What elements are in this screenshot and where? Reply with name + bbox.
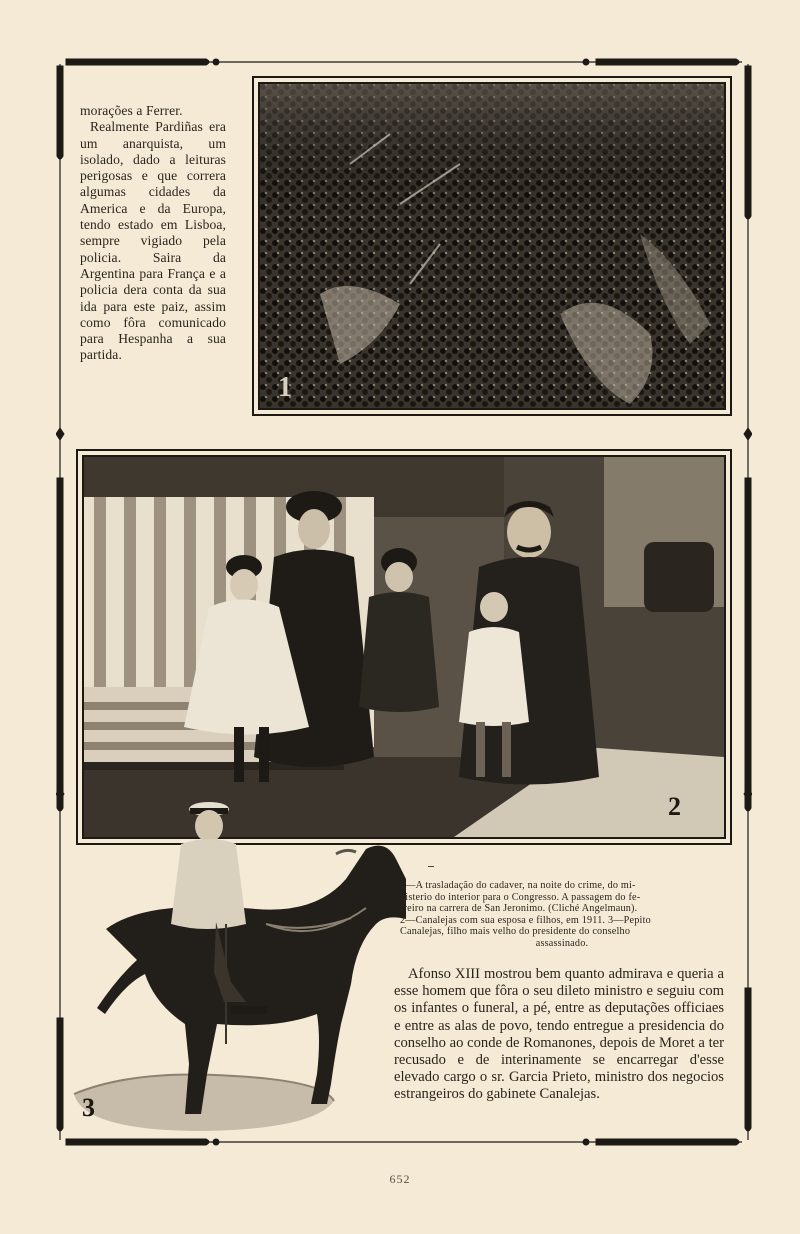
photo-number: 2 (668, 792, 681, 821)
crowd-photo-image (260, 84, 724, 408)
caption-line: rreiro na carrera de San Jeronimo. (Cliché Angelmaun). (400, 903, 638, 915)
caption-line: nisterio do interior para o Congresso. A passagem do fe- (400, 891, 641, 903)
caption-line: 1—A trasladação do cadaver, na noite do crime, do mi- (400, 880, 636, 891)
caption-mark (428, 866, 434, 867)
paragraph: morações a Ferrer. (80, 103, 183, 118)
crowd-photo (258, 82, 726, 410)
horse-photo-image (66, 784, 406, 1134)
article-column-left (80, 103, 226, 364)
page-number: 652 (389, 1172, 411, 1186)
photo-caption (400, 880, 724, 950)
paragraph: Realmente Pardiñas era um anarquista, um isolado, dado a leituras perigosas e que correra algumas cidades da America e da Europa, tendo estado em Lisboa, sempre vigiado pela policia. Saira da Argentina para França e a policia dera conta da sua ida para este paiz, assim como fôra comunicado para Hespanha a sua partida. (80, 119, 226, 363)
family-photo (82, 455, 726, 839)
family-photo-image (84, 457, 724, 837)
paragraph: Afonso XIII mostrou bem quanto admirava e queria a esse homem que fôra o seu dileto ministro e seguiu com os infantes o funeral, a pé, entre as deputações officiaes e entre as alas de povo, tendo entregue a presidencia do conselho ao conde de Romanones, depois de Moret a ter recusado e de interinamente se encarregar d'esse elevado cargo o sr. Garcia Prieto, ministro dos negocios estrangeiros do gabinete Canalejas. (394, 966, 724, 1103)
photo-number: 1 (278, 372, 292, 403)
photo-number: 3 (82, 1093, 95, 1122)
caption-line: 2—Canalejas com sua esposa e filhos, em 1911. 3—Pepito (400, 914, 651, 926)
caption-line: Canalejas, filho mais velho do presidente do conselho (400, 926, 631, 938)
article-body (394, 966, 724, 1104)
boy-on-horse-photo (66, 784, 406, 1134)
caption-line: assassinado. (535, 937, 589, 949)
